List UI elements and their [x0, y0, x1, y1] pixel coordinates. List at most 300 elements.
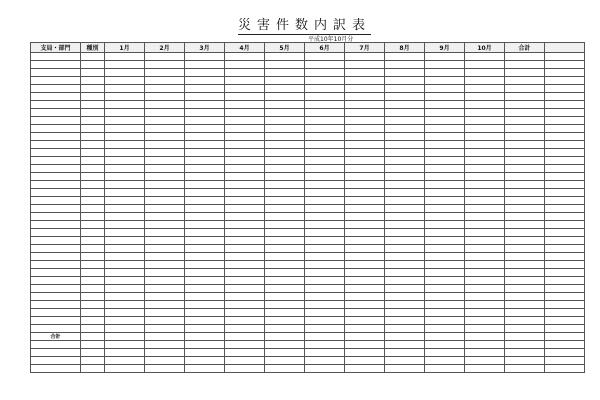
data-cell [425, 269, 465, 277]
row-branch [31, 245, 81, 253]
data-cell [385, 317, 425, 325]
data-cell [265, 69, 305, 77]
data-cell [385, 269, 425, 277]
row-branch [31, 61, 81, 69]
data-cell [385, 77, 425, 85]
data-cell [425, 293, 465, 301]
row-kind [81, 93, 105, 101]
row-branch [31, 301, 81, 309]
data-cell [385, 189, 425, 197]
data-cell [345, 317, 385, 325]
data-cell [225, 309, 265, 317]
data-cell [345, 213, 385, 221]
data-cell [465, 85, 505, 93]
ledger-row [31, 141, 585, 149]
data-cell [145, 133, 185, 141]
data-cell [425, 365, 465, 373]
data-cell [225, 141, 265, 149]
data-cell [305, 277, 345, 285]
data-cell [425, 229, 465, 237]
data-cell [105, 125, 145, 133]
header-month: 3月 [185, 43, 225, 53]
data-cell [265, 341, 305, 349]
row-branch [31, 277, 81, 285]
data-cell [225, 173, 265, 181]
data-cell [265, 317, 305, 325]
data-cell [425, 117, 465, 125]
ledger-row [31, 69, 585, 77]
data-cell [225, 205, 265, 213]
data-cell [465, 309, 505, 317]
header-total: 合計 [505, 43, 545, 53]
data-cell [385, 141, 425, 149]
data-cell [505, 357, 545, 365]
data-cell [225, 181, 265, 189]
data-cell [545, 253, 585, 261]
ledger-row [31, 245, 585, 253]
data-cell [105, 141, 145, 149]
data-cell [185, 365, 225, 373]
row-branch [31, 165, 81, 173]
data-cell [185, 117, 225, 125]
data-cell [305, 69, 345, 77]
data-cell [345, 229, 385, 237]
data-cell [145, 149, 185, 157]
data-cell [185, 341, 225, 349]
data-cell [225, 325, 265, 333]
data-cell [105, 157, 145, 165]
data-cell [305, 365, 345, 373]
data-cell [145, 197, 185, 205]
row-kind [81, 165, 105, 173]
data-cell [265, 349, 305, 357]
data-cell [225, 53, 265, 61]
header-kind: 種別 [81, 43, 105, 53]
ledger-row [31, 101, 585, 109]
data-cell [265, 85, 305, 93]
data-cell [305, 93, 345, 101]
data-cell [105, 245, 145, 253]
data-cell [305, 117, 345, 125]
data-cell [505, 77, 545, 85]
data-cell [345, 301, 385, 309]
data-cell [465, 181, 505, 189]
data-cell [545, 93, 585, 101]
data-cell [145, 93, 185, 101]
data-cell [345, 349, 385, 357]
row-kind [81, 189, 105, 197]
data-cell [345, 237, 385, 245]
data-cell [465, 253, 505, 261]
data-cell [105, 69, 145, 77]
data-cell [385, 349, 425, 357]
data-cell [465, 333, 505, 341]
data-cell [385, 309, 425, 317]
data-cell [385, 93, 425, 101]
data-cell [545, 357, 585, 365]
row-kind [81, 253, 105, 261]
data-cell [505, 341, 545, 349]
data-cell [145, 229, 185, 237]
data-cell [225, 229, 265, 237]
row-kind [81, 269, 105, 277]
data-cell [265, 277, 305, 285]
row-kind [81, 301, 105, 309]
row-kind [81, 141, 105, 149]
ledger-row [31, 205, 585, 213]
data-cell [305, 85, 345, 93]
data-cell [185, 317, 225, 325]
data-cell [345, 125, 385, 133]
row-branch [31, 93, 81, 101]
data-cell [305, 285, 345, 293]
data-cell [105, 197, 145, 205]
data-cell [105, 325, 145, 333]
data-cell [425, 61, 465, 69]
data-cell [305, 229, 345, 237]
data-cell [425, 357, 465, 365]
data-cell [265, 197, 305, 205]
data-cell [185, 69, 225, 77]
header-month: 5月 [265, 43, 305, 53]
data-cell [465, 261, 505, 269]
data-cell [225, 101, 265, 109]
row-kind [81, 101, 105, 109]
data-cell [185, 173, 225, 181]
data-cell [505, 189, 545, 197]
data-cell [105, 357, 145, 365]
data-cell [465, 69, 505, 77]
ledger-row [31, 325, 585, 333]
data-cell [305, 341, 345, 349]
data-cell [305, 301, 345, 309]
data-cell [305, 333, 345, 341]
ledger-row [31, 157, 585, 165]
ledger-row [31, 173, 585, 181]
data-cell [185, 77, 225, 85]
data-cell [505, 109, 545, 117]
data-cell [385, 85, 425, 93]
data-cell [425, 165, 465, 173]
data-cell [265, 253, 305, 261]
data-cell [545, 229, 585, 237]
data-cell [185, 133, 225, 141]
row-kind [81, 277, 105, 285]
data-cell [225, 237, 265, 245]
row-kind [81, 69, 105, 77]
data-cell [105, 261, 145, 269]
data-cell [545, 293, 585, 301]
data-cell [225, 261, 265, 269]
data-cell [545, 165, 585, 173]
data-cell [505, 61, 545, 69]
data-cell [425, 189, 465, 197]
row-kind [81, 341, 105, 349]
data-cell [145, 333, 185, 341]
row-kind [81, 125, 105, 133]
row-branch [31, 69, 81, 77]
data-cell [305, 213, 345, 221]
data-cell [345, 85, 385, 93]
data-cell [185, 53, 225, 61]
data-cell [185, 309, 225, 317]
row-kind [81, 333, 105, 341]
data-cell [345, 253, 385, 261]
data-cell [145, 349, 185, 357]
row-branch [31, 77, 81, 85]
data-cell [305, 205, 345, 213]
data-cell [545, 237, 585, 245]
data-cell [465, 53, 505, 61]
ledger-row [31, 269, 585, 277]
data-cell [105, 293, 145, 301]
row-kind [81, 197, 105, 205]
data-cell [465, 349, 505, 357]
data-cell [305, 157, 345, 165]
row-branch [31, 149, 81, 157]
data-cell [345, 261, 385, 269]
data-cell [545, 221, 585, 229]
data-cell [225, 197, 265, 205]
row-branch [31, 109, 81, 117]
data-cell [305, 77, 345, 85]
header-month: 4月 [225, 43, 265, 53]
data-cell [185, 333, 225, 341]
data-cell [265, 165, 305, 173]
data-cell [225, 317, 265, 325]
data-cell [465, 173, 505, 181]
row-branch [31, 357, 81, 365]
data-cell [185, 301, 225, 309]
data-cell [545, 205, 585, 213]
ledger-row [31, 253, 585, 261]
header-month: 6月 [305, 43, 345, 53]
data-cell [105, 53, 145, 61]
row-branch: 合計 [31, 333, 81, 341]
data-cell [345, 269, 385, 277]
data-cell [465, 365, 505, 373]
data-cell [105, 85, 145, 93]
data-cell [465, 317, 505, 325]
data-cell [225, 157, 265, 165]
data-cell [345, 333, 385, 341]
data-cell [225, 221, 265, 229]
ledger-row [31, 365, 585, 373]
data-cell [425, 253, 465, 261]
data-cell [265, 109, 305, 117]
data-cell [505, 229, 545, 237]
data-cell [105, 189, 145, 197]
data-cell [225, 109, 265, 117]
data-cell [505, 269, 545, 277]
ledger-row [31, 309, 585, 317]
data-cell [385, 293, 425, 301]
data-cell [545, 61, 585, 69]
data-cell [465, 221, 505, 229]
data-cell [425, 333, 465, 341]
data-cell [265, 141, 305, 149]
data-cell [545, 189, 585, 197]
data-cell [465, 141, 505, 149]
data-cell [305, 181, 345, 189]
data-cell [185, 165, 225, 173]
ledger-row [31, 261, 585, 269]
data-cell [265, 77, 305, 85]
data-cell [145, 357, 185, 365]
data-cell [305, 165, 345, 173]
data-cell [105, 269, 145, 277]
header-row [31, 43, 585, 53]
data-cell [265, 101, 305, 109]
data-cell [225, 253, 265, 261]
ledger-row [31, 221, 585, 229]
data-cell [105, 317, 145, 325]
data-cell [345, 357, 385, 365]
row-kind [81, 357, 105, 365]
row-branch [31, 253, 81, 261]
data-cell [225, 61, 265, 69]
data-cell [105, 285, 145, 293]
data-cell [105, 237, 145, 245]
data-cell [505, 277, 545, 285]
data-cell [345, 53, 385, 61]
row-branch [31, 117, 81, 125]
data-cell [145, 317, 185, 325]
data-cell [385, 365, 425, 373]
data-cell [145, 77, 185, 85]
data-cell [465, 109, 505, 117]
data-cell [545, 173, 585, 181]
data-cell [465, 269, 505, 277]
data-cell [545, 301, 585, 309]
data-cell [185, 189, 225, 197]
data-cell [425, 221, 465, 229]
data-cell [265, 157, 305, 165]
ledger-row [31, 53, 585, 61]
data-cell [145, 365, 185, 373]
data-cell [505, 253, 545, 261]
data-cell [425, 133, 465, 141]
data-cell [305, 293, 345, 301]
data-cell [345, 189, 385, 197]
data-cell [185, 261, 225, 269]
data-cell [385, 181, 425, 189]
data-cell [385, 285, 425, 293]
data-cell [185, 253, 225, 261]
data-cell [105, 309, 145, 317]
data-cell [505, 133, 545, 141]
data-cell [305, 349, 345, 357]
data-cell [425, 69, 465, 77]
row-branch [31, 293, 81, 301]
data-cell [305, 317, 345, 325]
data-cell [225, 149, 265, 157]
data-cell [345, 365, 385, 373]
data-cell [305, 53, 345, 61]
row-kind [81, 77, 105, 85]
ledger-row [31, 285, 585, 293]
data-cell [545, 109, 585, 117]
data-cell [465, 293, 505, 301]
data-cell [425, 277, 465, 285]
data-cell [225, 349, 265, 357]
data-cell [185, 229, 225, 237]
data-cell [545, 245, 585, 253]
data-cell [265, 301, 305, 309]
ledger-row [31, 77, 585, 85]
row-branch [31, 157, 81, 165]
data-cell [145, 69, 185, 77]
data-cell [385, 157, 425, 165]
data-cell [265, 173, 305, 181]
data-cell [265, 125, 305, 133]
data-cell [305, 269, 345, 277]
data-cell [345, 69, 385, 77]
data-cell [265, 293, 305, 301]
header-month: 7月 [345, 43, 385, 53]
data-cell [505, 117, 545, 125]
ledger-row [31, 181, 585, 189]
data-cell [465, 277, 505, 285]
data-cell [465, 357, 505, 365]
data-cell [385, 357, 425, 365]
data-cell [145, 293, 185, 301]
data-cell [545, 285, 585, 293]
data-cell [145, 237, 185, 245]
row-kind [81, 237, 105, 245]
row-kind [81, 149, 105, 157]
data-cell [265, 221, 305, 229]
data-cell [385, 261, 425, 269]
data-cell [345, 221, 385, 229]
data-cell [225, 357, 265, 365]
row-branch [31, 317, 81, 325]
header-month: 9月 [425, 43, 465, 53]
data-cell [385, 53, 425, 61]
data-cell [385, 125, 425, 133]
data-cell [105, 101, 145, 109]
data-cell [465, 149, 505, 157]
data-cell [465, 61, 505, 69]
data-cell [505, 69, 545, 77]
data-cell [265, 189, 305, 197]
data-cell [425, 245, 465, 253]
row-branch [31, 213, 81, 221]
ledger-row [31, 213, 585, 221]
data-cell [265, 213, 305, 221]
ledger-row [31, 341, 585, 349]
data-cell [465, 237, 505, 245]
data-cell [105, 253, 145, 261]
data-cell [225, 77, 265, 85]
data-cell [145, 261, 185, 269]
data-cell [505, 317, 545, 325]
data-cell [505, 245, 545, 253]
page-title: 災害件数内訳表 [238, 14, 371, 35]
data-cell [105, 349, 145, 357]
row-kind [81, 109, 105, 117]
data-cell [505, 125, 545, 133]
data-cell [345, 149, 385, 157]
data-cell [145, 117, 185, 125]
data-cell [145, 189, 185, 197]
data-cell [265, 53, 305, 61]
data-cell [425, 325, 465, 333]
data-cell [105, 341, 145, 349]
data-cell [385, 333, 425, 341]
data-cell [305, 109, 345, 117]
row-branch [31, 133, 81, 141]
